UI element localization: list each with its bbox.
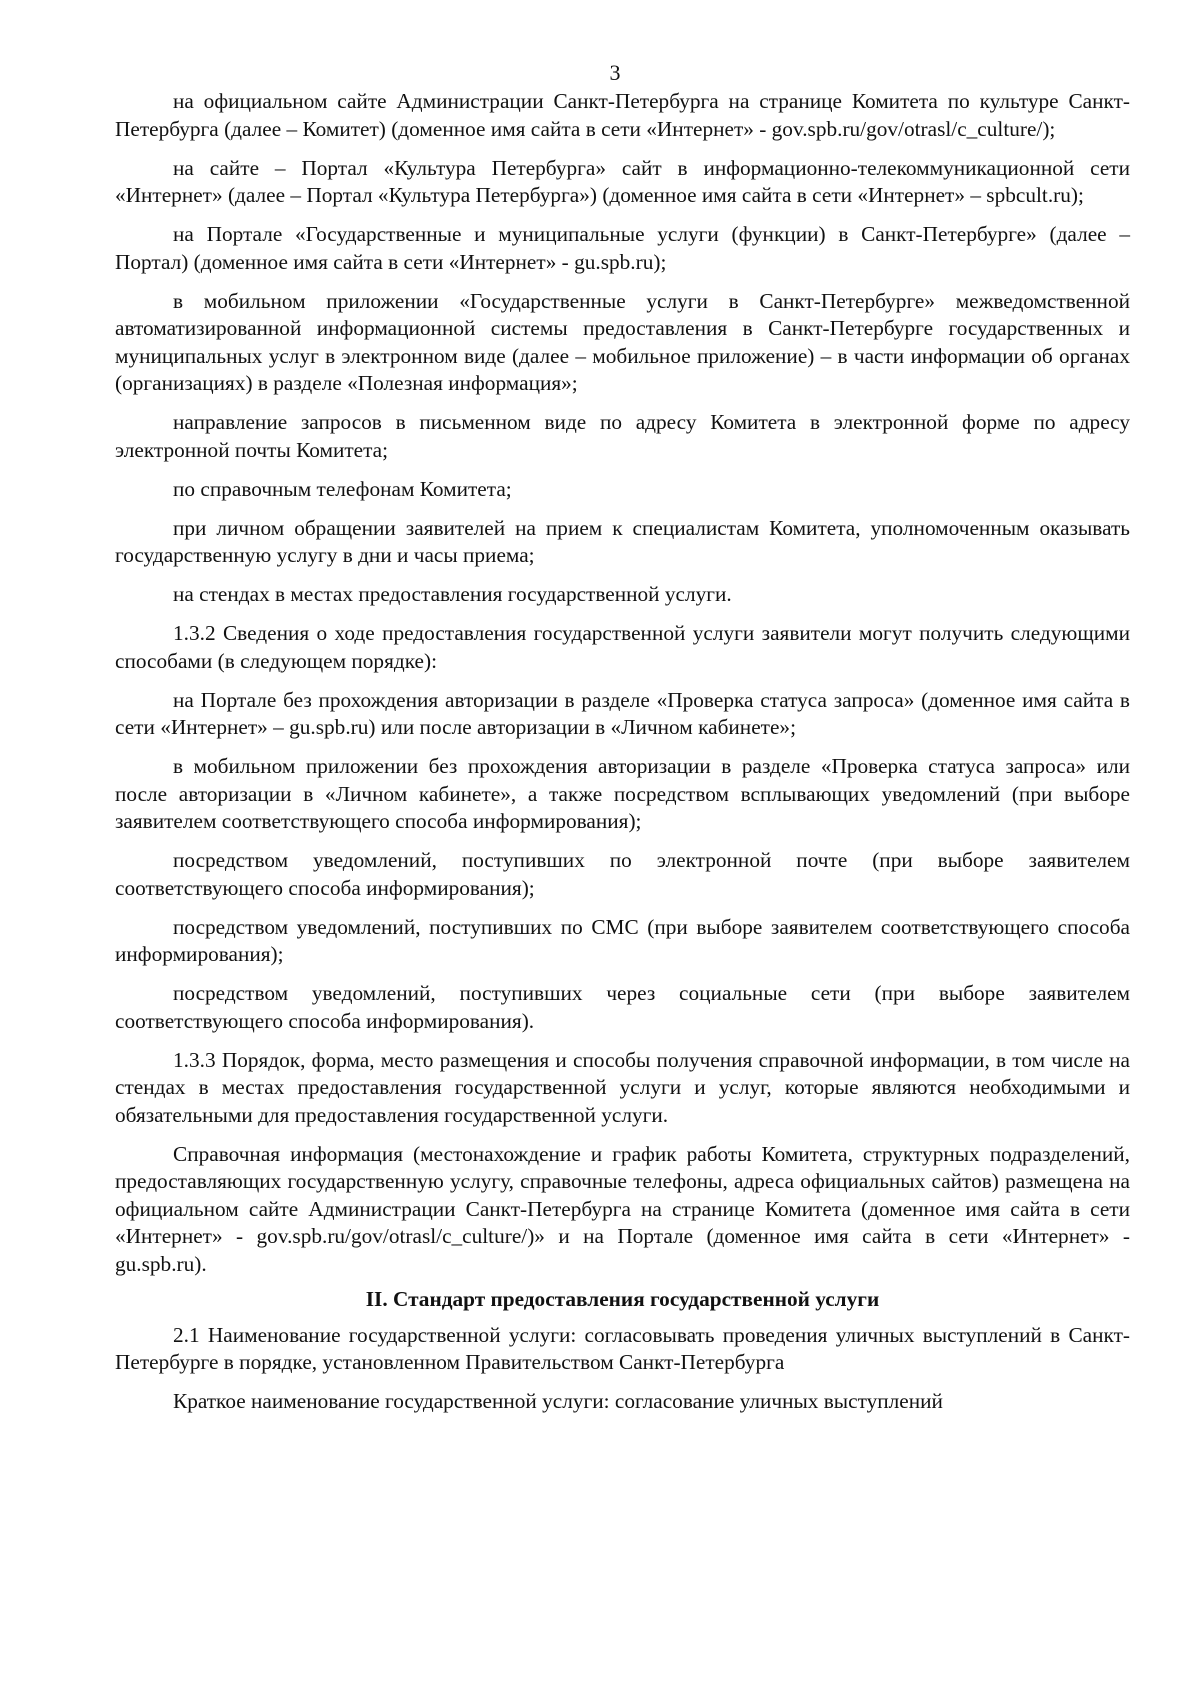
paragraph-social-notifications: посредством уведомлений, поступивших через социальные сети (при выборе заявителем соответствующего способа информирования). [115,981,1130,1033]
paragraph-personal-visit: при личном обращении заявителей на прием к специалистам Комитета, уполномоченным оказывать государственную услугу в дни и часы приема; [115,515,1130,567]
paragraph-reference-info: Справочная информация (местонахождение и график работы Комитета, структурных подразделений, предоставляющих государственную услугу, справочные телефоны, адреса официальных сайтов) размещена на официальном сайте Администрации Санкт-Петербурга на странице Комитета (доменное имя сайта в сети «Интернет» - gov.spb.ru/gov/otrasl/c_culture/)» и на Портале (доменное имя сайта в сети «Интернет» - gu.spb.ru). [115,1141,1130,1276]
paragraph-1-3-2: 1.3.2 Сведения о ходе предоставления государственной услуги заявители могут получить следующими способами (в следующем порядке): [115,621,1130,673]
section-heading-ii: II. Стандарт предоставления государственной услуги [365,1287,880,1311]
paragraph-gu-portal: на Портале «Государственные и муниципальные услуги (функции) в Санкт-Петербурге» (далее – Портал) (доменное имя сайта в сети «Интернет» - gu.spb.ru); [115,222,1130,274]
document-body [115,88,1130,1427]
paragraph-email-notifications: посредством уведомлений, поступивших по электронной почте (при выборе заявителем соответствующего способа информирования); [115,848,1130,900]
paragraph-portal-status: на Портале без прохождения авторизации в разделе «Проверка статуса запроса» (доменное имя сайта в сети «Интернет» – gu.spb.ru) или после авторизации в «Личном кабинете»; [115,687,1130,739]
paragraph-stands: на стендах в местах предоставления государственной услуги. [173,582,732,606]
paragraph-mobile-app: в мобильном приложении «Государственные услуги в Санкт-Петербурге» межведомственной автоматизированной информационной системы предоставления в Санкт-Петербурге государственных и муниципальных услуг в электронном виде (далее – мобильное приложение) – в части информации об органах (организациях) в разделе «Полезная информация»; [115,288,1130,395]
page-number: 3 [609,60,621,85]
paragraph-culture-portal: на сайте – Портал «Культура Петербурга» сайт в информационно-телекоммуникационной сети «Интернет» (далее – Портал «Культура Петербурга») (доменное имя сайта в сети «Интернет» – spbcult.ru); [115,155,1130,207]
paragraph-sms-notifications: посредством уведомлений, поступивших по СМС (при выборе заявителем соответствующего способа информирования); [115,914,1130,966]
paragraph-short-name: Краткое наименование государственной услуги: согласование уличных выступлений [173,1389,943,1413]
paragraph-phones: по справочным телефонам Комитета; [173,476,512,501]
paragraph-1-3-3: 1.3.3 Порядок, форма, место размещения и способы получения справочной информации, в том числе на стендах в местах предоставления государственной услуги и услуг, которые являются необходимыми и обязательными для предоставления государственной услуги. [115,1047,1130,1127]
paragraph-mobile-status: в мобильном приложении без прохождения авторизации в разделе «Проверка статуса запроса» или после авторизации в «Личном кабинете», а также посредством всплывающих уведомлений (при выборе заявителем соответствующего способа информирования); [115,754,1130,833]
paragraph-2-1: 2.1 Наименование государственной услуги: согласовывать проведения уличных выступлений в Санкт-Петербурге в порядке, установленном Правительством Санкт-Петербурга [115,1322,1130,1374]
paragraph-written-requests: направление запросов в письменном виде по адресу Комитета в электронной форме по адресу электронной почты Комитета; [115,410,1130,462]
paragraph-official-site: на официальном сайте Администрации Санкт-Петербурга на странице Комитета по культуре Санкт-Петербурга (далее – Комитет) (доменное имя сайта в сети «Интернет» - gov.spb.ru/gov/otrasl/c_culture/); [115,89,1130,141]
